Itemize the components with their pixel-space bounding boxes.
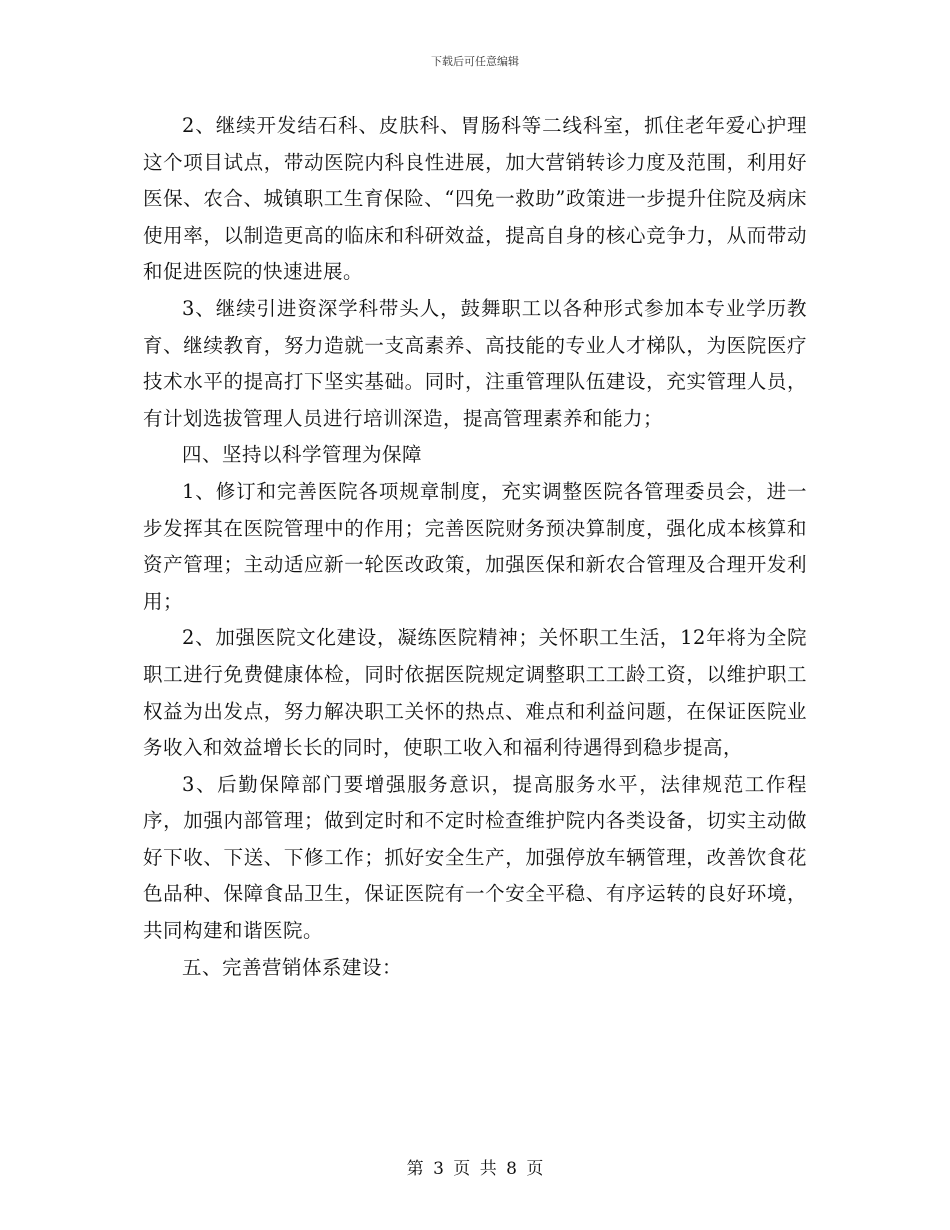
paragraph-item-1-regulations: 1、修订和完善医院各项规章制度，充实调整医院各管理委员会，进一步发挥其在医院管理中的作用；完善医院财务预决算制度，强化成本核算和资产管理；主动适应新一轮医改政策，加强医保和新农合管理及合理开发利用； <box>143 479 807 613</box>
paragraph-item-2-culture: 2、加强医院文化建设，凝练医院精神；关怀职工生活，12年将为全院职工进行免费健康体检，同时依据医院规定调整职工工龄工资，以维护职工权益为出发点，努力解决职工关怀的热点、难点和利益问题，在保证医院业务收入和效益增长长的同时，使职工收入和福利待遇得到稳步提高， <box>143 626 807 760</box>
paragraph-item-2-expand-departments: 2、继续开发结石科、皮肤科、胃肠科等二线科室，抓住老年爱心护理这个项目试点，带动医院内科良性进展，加大营销转诊力度及范围，利用好医保、农合、城镇职工生育保险、“四免一救助”政策进一步提升住院及病床使用率，以制造更高的临床和科研效益，提高自身的核心竞争力，从而带动和促进医院的快速进展。 <box>143 114 807 284</box>
document-body <box>143 108 807 986</box>
paragraph-item-3-talent: 3、继续引进资深学科带头人，鼓舞职工以各种形式参加本专业学历教育、继续教育，努力造就一支高素养、高技能的专业人才梯队，为医院医疗技术水平的提高打下坚实基础。同时，注重管理队伍建设，充实管理人员，有计划选拔管理人员进行培训深造，提高管理素养和能力； <box>143 296 807 430</box>
paragraph-item-3-logistics: 3、后勤保障部门要增强服务意识，提高服务水平，法律规范工作程序，加强内部管理；做到定时和不定时检查维护院内各类设备，切实主动做好下收、下送、下修工作；抓好安全生产，加强停放车辆管理，改善饮食花色品种、保障食品卫生，保证医院有一个安全平稳、有序运转的良好环境，共同构建和谐医院。 <box>143 772 807 943</box>
section-heading-4: 四、坚持以科学管理为保障 <box>182 443 423 467</box>
page-number-footer: 第 3 页 共 8 页 <box>406 1159 544 1179</box>
page-header: 下载后可任意编辑 <box>431 55 519 68</box>
section-heading-5: 五、完善营销体系建设： <box>182 955 403 979</box>
